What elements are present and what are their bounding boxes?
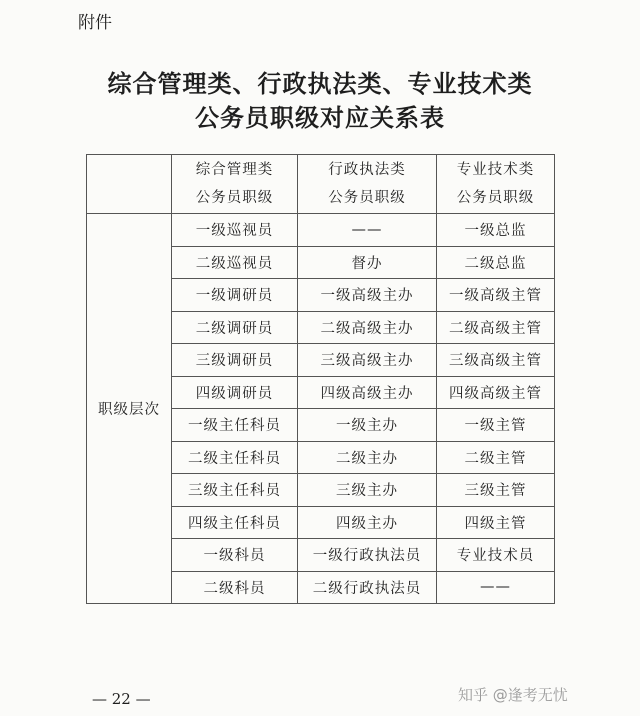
column-header-line2: 公务员职级: [195, 190, 274, 206]
watermark-text: 知乎 @逢考无忧: [458, 686, 568, 704]
general-management-grade-cell: 四级主任科员: [172, 506, 298, 539]
administrative-enforcement-grade-cell: 三级高级主办: [298, 344, 437, 377]
administrative-enforcement-grade-cell: 二级高级主办: [298, 311, 437, 344]
administrative-enforcement-grade-cell: 督办: [298, 246, 437, 279]
column-header-line2: 公务员职级: [456, 190, 535, 206]
professional-technical-grade-cell: 四级高级主管: [437, 376, 555, 409]
general-management-grade-cell: 二级调研员: [172, 311, 298, 344]
table-row: [87, 214, 555, 247]
general-management-grade-cell: 四级调研员: [172, 376, 298, 409]
general-management-grade-cell: 二级巡视员: [172, 246, 298, 279]
professional-technical-grade-cell: 二级高级主管: [437, 311, 555, 344]
general-management-grade-cell: 三级调研员: [172, 344, 298, 377]
column-header-line1: 行政执法类: [328, 162, 406, 178]
administrative-enforcement-grade-cell: 四级主办: [298, 506, 437, 539]
general-management-grade-cell: 一级科员: [172, 539, 298, 572]
general-management-grade-cell: 一级调研员: [172, 279, 298, 312]
column-header-line2: 公务员职级: [328, 190, 406, 206]
professional-technical-grade-cell: 四级主管: [437, 506, 555, 539]
general-management-grade-cell: 一级巡视员: [172, 214, 298, 247]
header-empty-cell: [87, 155, 172, 214]
administrative-enforcement-grade-cell: 一级主办: [298, 409, 437, 442]
grade-correspondence-table: [86, 154, 555, 604]
column-header-line1: 专业技术类: [456, 162, 535, 178]
general-management-grade-cell: 一级主任科员: [172, 409, 298, 442]
professional-technical-grade-cell: 一级总监: [437, 214, 555, 247]
professional-technical-grade-cell: 一级高级主管: [437, 279, 555, 312]
document-title-line1: 综合管理类、行政执法类、专业技术类: [107, 69, 533, 98]
general-management-grade-cell: 二级科员: [172, 571, 298, 604]
administrative-enforcement-grade-cell: 四级高级主办: [298, 376, 437, 409]
administrative-enforcement-grade-cell: 二级行政执法员: [298, 571, 437, 604]
table-header-row: [87, 155, 555, 214]
administrative-enforcement-grade-cell: 一级高级主办: [298, 279, 437, 312]
column-header-administrative-enforcement: [298, 155, 437, 214]
attachment-label: 附件: [78, 13, 112, 33]
column-header-line1: 综合管理类: [195, 162, 274, 178]
document-title-line2: 公务员职级对应关系表: [195, 103, 445, 132]
page-number: — 22 —: [92, 690, 151, 708]
professional-technical-grade-cell: 二级总监: [437, 246, 555, 279]
column-header-general-management: [172, 155, 298, 214]
administrative-enforcement-grade-cell: ——: [298, 214, 437, 247]
professional-technical-grade-cell: 三级主管: [437, 474, 555, 507]
professional-technical-grade-cell: 一级主管: [437, 409, 555, 442]
professional-technical-grade-cell: 三级高级主管: [437, 344, 555, 377]
general-management-grade-cell: 三级主任科员: [172, 474, 298, 507]
professional-technical-grade-cell: ——: [437, 571, 555, 604]
professional-technical-grade-cell: 专业技术员: [437, 539, 555, 572]
professional-technical-grade-cell: 二级主管: [437, 441, 555, 474]
administrative-enforcement-grade-cell: 一级行政执法员: [298, 539, 437, 572]
row-header-grade-level: 职级层次: [87, 214, 172, 604]
column-header-professional-technical: [437, 155, 555, 214]
general-management-grade-cell: 二级主任科员: [172, 441, 298, 474]
administrative-enforcement-grade-cell: 二级主办: [298, 441, 437, 474]
administrative-enforcement-grade-cell: 三级主办: [298, 474, 437, 507]
